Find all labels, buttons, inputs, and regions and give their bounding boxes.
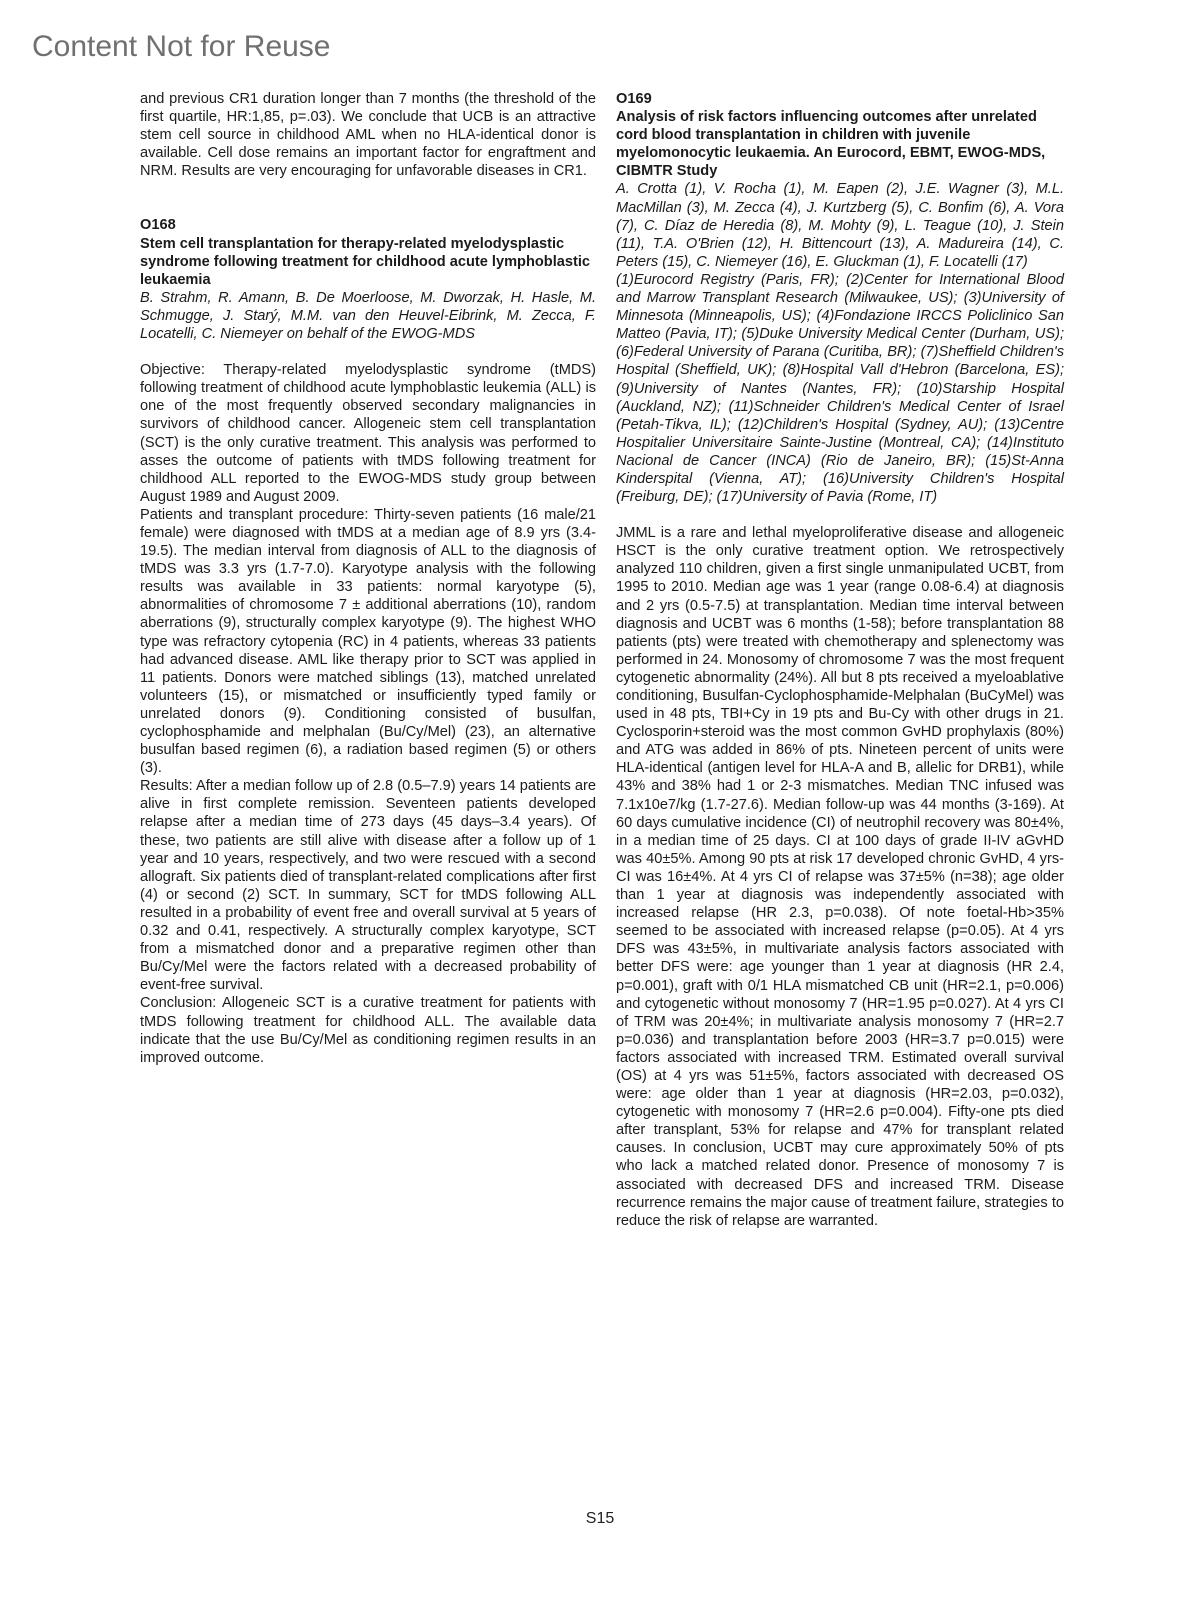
authors-o169: A. Crotta (1), V. Rocha (1), M. Eapen (2), J.E. Wagner (3), M.L. MacMillan (3), M. Zecca (4), J. Kurtzberg (5), C. Bonfim (6), A. Vora (7), C. Díaz de Heredia (8), M. Mohty (9), L. Teague (10), J. Stein (11), T.A. O'Brien (12), H. Bittencourt (13), A. Madureira (14), C. Peters (15), C. Niemeyer (16), E. Gluckman (1), F. Locatelli (17)	[616, 181, 1064, 270]
abstract-title-o169: Analysis of risk factors influencing outcomes after unrelated cord blood transplantation in children with juvenile myelomonocytic leukaemia. An Eurocord, EBMT, EWOG-MDS, CIBMTR Study	[616, 109, 1046, 180]
page-number: S15	[585, 1510, 615, 1527]
authors-o168: B. Strahm, R. Amann, B. De Moerloose, M. Dworzak, H. Hasle, M. Schmugge, J. Starý, M.M. van den Heuvel-Eibrink, M. Zecca, F. Locatelli, C. Niemeyer on behalf of the EWOG-MDS	[140, 289, 596, 343]
spacer	[140, 343, 596, 361]
continuation-paragraph: and previous CR1 duration longer than 7 months (the threshold of the first quartile, HR:1,85, p=.03). We conclude that UCB is an attractive stem cell source in childhood AML when no HLA-identical donor is available. Cell dose remains an important factor for engraftment and NRM. Results are very encouraging for unfavorable diseases in CR1.	[140, 91, 596, 180]
objective-paragraph: Objective: Therapy-related myelodysplastic syndrome (tMDS) following treatment of childhood acute lymphoblastic leukemia (ALL) is one of the most frequently observed secondary malignancies in survivors of childhood cancer. Allogeneic stem cell transplantation (SCT) is the only curative treatment. This analysis was performed to asses the outcome of patients with tMDS following treatment for childhood ALL reported to the EWOG-MDS study group between August 1989 and August 2009.	[140, 362, 596, 505]
body-paragraph-o169: JMML is a rare and lethal myeloproliferative disease and allogeneic HSCT is the only curative treatment option. We retrospectively analyzed 110 children, given a first single unmanipulated UCBT, from 1995 to 2010. Median age was 1 year (range 0.08-6.4) at diagnosis and 2 yrs (0.5-7.5) at transplantation. Median time interval between diagnosis and UCBT was 6 months (1-58); before transplantation 88 patients (pts) were treated with chemotherapy and splenectomy was performed in 24. Monosomy of chromosome 7 was the most frequent cytogenetic abnormality (24%). All but 8 pts received a myeloablative conditioning, Busulfan-Cyclophosphamide-Melphalan (BuCyMel) was used in 48 pts, TBI+Cy in 19 pts and Bu-Cy with other drugs in 21. Cyclosporin+steroid was the most common GvHD prophylaxis (80%) and ATG was added in 86% of pts. Nineteen percent of units were HLA-identical (antigen level for HLA-A and B, allelic for DRB1), while 43% and 38% had 1 or 2-3 mismatches. Median TNC infused was 7.1x10e7/kg (1.7-27.6). Median follow-up was 44 months (3-169). At 60 days cumulative incidence (CI) of neutrophil recovery was 80±4%, in a median time of 25 days. CI at 100 days of grade II-IV aGvHD was 40±5%. Among 90 pts at risk 17 developed chronic GvHD, 4 yrs-CI was 16±4%. At 4 yrs CI of relapse was 37±5% (n=38); age older than 1 year at diagnosis was independently associated with increased relapse (HR 2.3, p=0.038). Of note foetal-Hb>35% seemed to be associated with increased relapse (p=0.05). At 4 yrs DFS was 43±5%, in multivariate analysis factors associated with better DFS were: age younger than 1 year at diagnosis (HR 2.4, p=0.001), graft with 0/1 HLA mismatched CB unit (HR=2.1, p=0.006) and cytogenetic without monosomy 7 (HR=1.95 p=0.027). At 4 yrs CI of TRM was 20±4%; in multivariate analysis monosomy 7 (HR=2.7 p=0.036) and transplantation before 2003 (HR=3.7 p=0.015) were factors associated with increased TRM. Estimated overall survival (OS) at 4 yrs was 51±5%, factors associated with decreased OS were: age older than 1 year at diagnosis (HR=2.03, p=0.032), cytogenetic with monosomy 7 (HR=2.6 p=0.004). Fifty-one pts died after transplant, 53% for relapse and 47% for transplant related causes. In conclusion, UCBT may cure approximately 50% of pts who lack a matched related donor. Presence of monosomy 7 is associated with decreased DFS and increased TRM. Disease recurrence remains the major cause of treatment failure, strategies to reduce the risk of relapse are warranted.	[616, 525, 1064, 1229]
right-column	[616, 90, 1064, 1230]
results-paragraph: Results: After a median follow up of 2.8 (0.5–7.9) years 14 patients are alive in first complete remission. Seventeen patients developed relapse after a median time of 273 days (45 days–3.4 years). Of these, two patients are still alive with disease after a follow up of 1 year and 10 years, respectively, and two were rescued with a second allograft. Six patients died of transplant-related complications after first (4) or second (2) SCT. In summary, SCT for tMDS following ALL resulted in a probability of event free and overall survival at 5 years of 0.32 and 0.41, respectively. A structurally complex karyotype, SCT from a mismatched donor and a preparative regimen other than Bu/Cy/Mel were the factors related with a decreased probability of event-free survival.	[140, 778, 596, 994]
patients-paragraph: Patients and transplant procedure: Thirty-seven patients (16 male/21 female) were diagnosed with tMDS at a median age of 8.9 yrs (3.4-19.5). The median interval from diagnosis of ALL to the diagnosis of tMDS was 3.3 yrs (1.7-7.0). Karyotype analysis with the following results was available in 33 patients: normal karyotype (5), abnormalities of chromosome 7 ± additional aberrations (10), random aberrations (9), structurally complex karyotype (9). The highest WHO type was refractory cytopenia (RC) in 4 patients, whereas 33 patients had advanced disease. AML like therapy prior to SCT was applied in 11 patients. Donors were matched siblings (13), matched unrelated volunteers (15), or mismatched or insufficiently typed family or unrelated donors (9). Conditioning consisted of busulfan, cyclophosphamide and melphalan (Bu/Cy/Mel) (23), an alternative busulfan based regimen (6), a radiation based regimen (5) or others (3).	[140, 506, 596, 777]
abstract-id-o169: O169	[616, 91, 652, 107]
abstract-title-o168: Stem cell transplantation for therapy-related myelodysplastic syndrome following treatment for childhood acute lymphoblastic leukaemia	[140, 235, 591, 288]
spacer	[140, 180, 596, 216]
conclusion-paragraph: Conclusion: Allogeneic SCT is a curative treatment for patients with tMDS following treatment for childhood ALL. The available data indicate that the use Bu/Cy/Mel as conditioning regimen results in an improved outcome.	[140, 995, 596, 1066]
spacer	[616, 506, 1064, 524]
abstract-id-o168: O168	[140, 217, 176, 234]
left-column	[140, 90, 596, 1067]
watermark: Content Not for Reuse	[32, 30, 331, 63]
affiliations-o169: (1)Eurocord Registry (Paris, FR); (2)Center for International Blood and Marrow Transplant Research (Milwaukee, US); (3)University of Minnesota (Minneapolis, US); (4)Fondazione IRCCS Policlinico San Matteo (Pavia, IT); (5)Duke University Medical Center (Durham, US); (6)Federal University of Parana (Curitiba, BR); (7)Sheffield Children's Hospital (Sheffield, UK); (8)Hospital Vall d'Hebron (Barcelona, ES); (9)University of Nantes (Nantes, FR); (10)Starship Hospital (Auckland, NZ); (11)Schneider Children's Medical Center of Israel (Petah-Tikva, IL); (12)Children's Hospital (Sydney, AU); (13)Centre Hospitalier Universitaire Sainte-Justine (Montreal, CA); (14)Instituto Nacional de Cancer (INCA) (Rio de Janeiro, BR); (15)St-Anna Kinderspital (Vienna, AT); (16)University Children's Hospital (Freiburg, DE); (17)University of Pavia (Rome, IT)	[616, 271, 1064, 506]
